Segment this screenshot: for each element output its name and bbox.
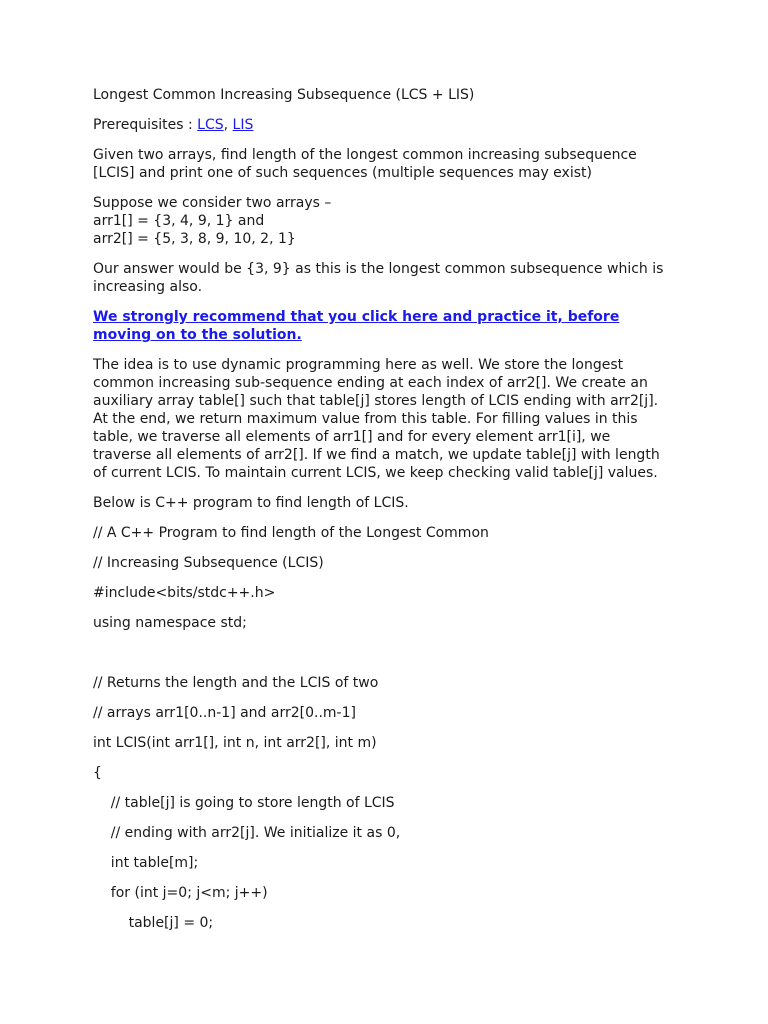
text-line: arr2[] = {5, 3, 8, 9, 10, 2, 1}: [93, 231, 296, 247]
text-line: Our answer would be {3, 9} as this is the longest common subsequence which is: [93, 261, 664, 277]
text-line: Suppose we consider two arrays –: [93, 195, 332, 211]
code-line: [93, 644, 693, 662]
code-line: for (int j=0; j<m; j++): [93, 885, 268, 901]
lis-link[interactable]: LIS: [232, 117, 254, 133]
code-line: // table[j] is going to store length of LCIS: [93, 795, 395, 811]
lcs-link[interactable]: LCS: [197, 117, 224, 133]
code-line: // arrays arr1[0..n-1] and arr2[0..m-1]: [93, 705, 356, 721]
code-line: table[j] = 0;: [93, 915, 214, 931]
document-page: [93, 86, 693, 944]
code-line: // Increasing Subsequence (LCIS): [93, 555, 324, 571]
prerequisites-separator: ,: [223, 117, 233, 133]
text-line: table, we traverse all elements of arr1[] and for every element arr1[i], we: [93, 429, 611, 445]
code-line: // A C++ Program to find length of the Longest Common: [93, 525, 489, 541]
text-line: [LCIS] and print one of such sequences (multiple sequences may exist): [93, 165, 592, 181]
document-title: Longest Common Increasing Subsequence (LCS + LIS): [93, 87, 475, 103]
code-listing: [93, 524, 693, 932]
text-line: auxiliary array table[] such that table[j] stores length of LCIS ending with arr2[j].: [93, 393, 659, 409]
code-line: // Returns the length and the LCIS of two: [93, 675, 379, 691]
idea-paragraph: [93, 356, 693, 482]
text-line: of current LCIS. To maintain current LCIS, we keep checking valid table[j] values.: [93, 465, 658, 481]
text-line: common increasing sub-sequence ending at each index of arr2[]. We create an: [93, 375, 648, 391]
practice-link-line[interactable]: moving on to the solution.: [93, 327, 302, 343]
text-line: increasing also.: [93, 279, 203, 295]
text-line: Given two arrays, find length of the longest common increasing subsequence: [93, 147, 637, 163]
text-line: traverse all elements of arr2[]. If we find a match, we update table[j] with length: [93, 447, 660, 463]
code-line: int table[m];: [93, 855, 199, 871]
intro-paragraph: [93, 146, 693, 182]
code-line: int LCIS(int arr1[], int n, int arr2[], int m): [93, 735, 377, 751]
answer-paragraph: [93, 260, 693, 296]
text-line: At the end, we return maximum value from this table. For filling values in this: [93, 411, 638, 427]
code-line: #include<bits/stdc++.h>: [93, 585, 276, 601]
code-line: using namespace std;: [93, 615, 247, 631]
text-line: The idea is to use dynamic programming here as well. We store the longest: [93, 357, 624, 373]
text-line: arr1[] = {3, 4, 9, 1} and: [93, 213, 265, 229]
example-paragraph: [93, 194, 693, 248]
code-line: {: [93, 765, 102, 781]
below-paragraph: Below is C++ program to find length of LCIS.: [93, 495, 409, 511]
prerequisites-line: [93, 116, 693, 134]
prerequisites-label: Prerequisites :: [93, 117, 198, 133]
practice-link-line[interactable]: We strongly recommend that you click here and practice it, before: [93, 309, 620, 325]
practice-link[interactable]: [93, 308, 693, 344]
code-line: // ending with arr2[j]. We initialize it as 0,: [93, 825, 401, 841]
